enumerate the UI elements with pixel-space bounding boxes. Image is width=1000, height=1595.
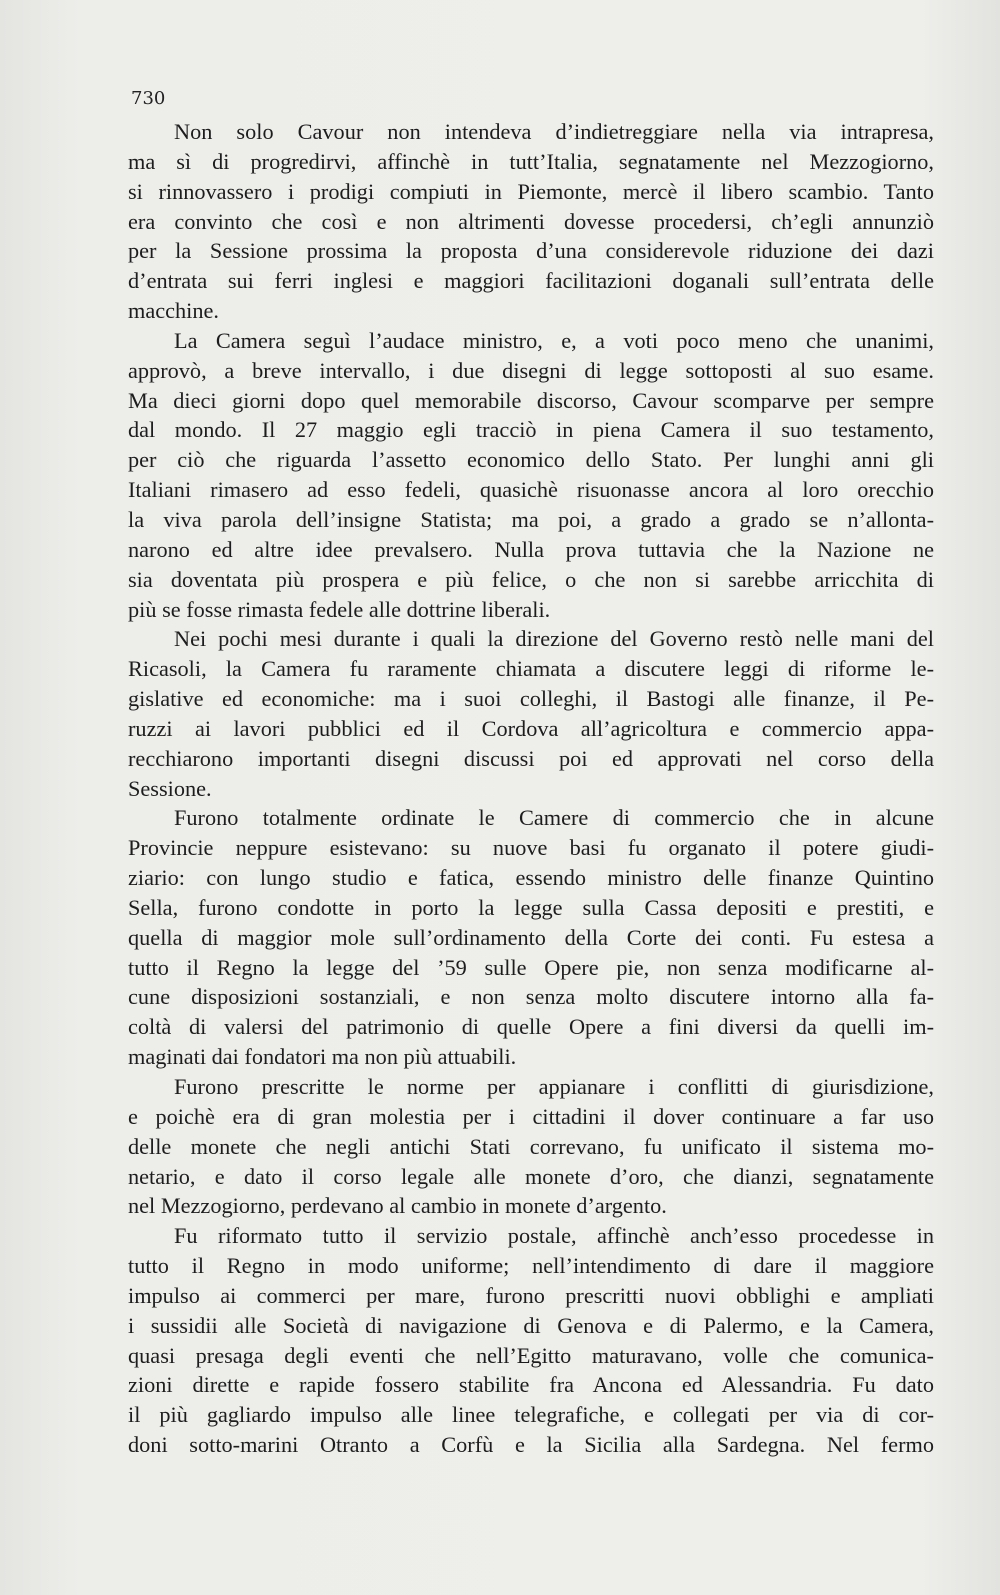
- text-line: e poichè era di gran molestia per i cittadini il dover continuare a far uso: [128, 1103, 934, 1129]
- paragraph: [128, 624, 934, 803]
- paragraph: [128, 117, 934, 326]
- text-line: quella di maggior mole sull’ordinamento della Corte dei conti. Fu estesa a: [128, 924, 934, 950]
- page-number: 730: [131, 88, 166, 109]
- text-line: Sessione.: [128, 775, 212, 801]
- text-line: cune disposizioni sostanziali, e non senza molto discutere intorno alla fa-: [128, 984, 934, 1010]
- text-line: più se fosse rimasta fedele alle dottrine liberali.: [128, 596, 551, 622]
- paragraph: [128, 1221, 934, 1460]
- text-line: zioni dirette e rapide fossero stabilite fra Ancona ed Alessandria. Fu dato: [128, 1372, 934, 1398]
- text-line: i sussidii alle Società di navigazione di Genova e di Palermo, e la Camera,: [128, 1312, 934, 1338]
- text-line: il più gagliardo impulso alle linee telegrafiche, e collegati per via di cor-: [128, 1402, 934, 1428]
- text-line: tutto il Regno la legge del ’59 sulle Opere pie, non senza modificarne al-: [128, 954, 934, 980]
- text-line: Furono totalmente ordinate le Camere di commercio che in alcune: [174, 805, 934, 831]
- text-line: approvò, a breve intervallo, i due disegni di legge sottoposti al suo esame.: [128, 357, 934, 383]
- text-line: narono ed altre idee prevalsero. Nulla prova tuttavia che la Nazione ne: [128, 536, 934, 562]
- text-line: macchine.: [128, 298, 219, 324]
- paragraph: [128, 326, 934, 624]
- text-line: Non solo Cavour non intendeva d’indietreggiare nella via intrapresa,: [174, 119, 934, 144]
- text-line: ziario: con lungo studio e fatica, essendo ministro delle finanze Quintino: [128, 865, 934, 891]
- text-line: nel Mezzogiorno, perdevano al cambio in monete d’argento.: [128, 1193, 667, 1219]
- text-line: netario, e dato il corso legale alle monete d’oro, che dianzi, segnatamente: [128, 1163, 934, 1189]
- text-line: Furono prescritte le norme per appianare i conflitti di giurisdizione,: [174, 1074, 934, 1099]
- text-line: sia doventata più prospera e più felice, o che non si sarebbe arricchita di: [128, 566, 934, 592]
- text-line: quasi presaga degli eventi che nell’Egitto maturavano, volle che comunica-: [128, 1342, 934, 1368]
- text-line: ma sì di progredirvi, affinchè in tutt’Italia, segnatamente nel Mezzogiorno,: [128, 148, 934, 174]
- text-line: Sella, furono condotte in porto la legge sulla Cassa depositi e prestiti, e: [128, 894, 934, 920]
- text-line: tutto il Regno in modo uniforme; nell’intendimento di dare il maggiore: [128, 1253, 934, 1279]
- text-line: Fu riformato tutto il servizio postale, affinchè anch’esso procedesse in: [174, 1223, 934, 1249]
- text-line: La Camera seguì l’audace ministro, e, a voti poco meno che unanimi,: [174, 327, 934, 353]
- text-line: era convinto che così e non altrimenti dovesse procedersi, ch’egli annunziò: [128, 208, 934, 234]
- text-line: per ciò che riguarda l’assetto economico dello Stato. Per lunghi anni gli: [128, 447, 934, 473]
- text-line: Nei pochi mesi durante i quali la direzione del Governo restò nelle mani del: [174, 626, 934, 652]
- text-line: coltà di valersi del patrimonio di quelle Opere a fini diversi da quelli im-: [128, 1014, 934, 1040]
- text-line: Italiani rimasero ad esso fedeli, quasichè risuonasse ancora al loro orecchio: [128, 477, 934, 503]
- paragraph: [128, 803, 934, 1072]
- text-line: recchiarono importanti disegni discussi poi ed approvati nel corso della: [128, 745, 934, 771]
- text-line: doni sotto-marini Otranto a Corfù e la Sicilia alla Sardegna. Nel fermo: [128, 1432, 934, 1458]
- text-line: Ma dieci giorni dopo quel memorabile discorso, Cavour scomparve per sempre: [128, 387, 934, 413]
- text-line: impulso ai commerci per mare, furono prescritti nuovi obblighi e ampliati: [128, 1282, 934, 1308]
- paragraph: [128, 1072, 934, 1221]
- text-line: dal mondo. Il 27 maggio egli tracciò in piena Camera il suo testamento,: [128, 417, 934, 443]
- text-line: Ricasoli, la Camera fu raramente chiamata a discutere leggi di riforme le-: [128, 656, 934, 682]
- text-line: delle monete che negli antichi Stati correvano, fu unificato il sistema mo-: [128, 1133, 934, 1159]
- text-line: Provincie neppure esistevano: su nuove basi fu organato il potere giudi-: [128, 835, 934, 861]
- text-line: maginati dai fondatori ma non più attuabili.: [128, 1044, 517, 1070]
- text-line: gislative ed economiche: ma i suoi colleghi, il Bastogi alle finanze, il Pe-: [128, 686, 934, 712]
- text-line: si rinnovassero i prodigi compiuti in Piemonte, mercè il libero scambio. Tanto: [128, 178, 934, 204]
- page-body-text: [128, 117, 934, 1460]
- text-line: d’entrata sui ferri inglesi e maggiori facilitazioni doganali sull’entrata delle: [128, 268, 934, 294]
- text-line: la viva parola dell’insigne Statista; ma poi, a grado a grado se n’allonta-: [128, 506, 934, 532]
- text-line: per la Sessione prossima la proposta d’una considerevole riduzione dei dazi: [128, 238, 934, 264]
- text-line: ruzzi ai lavori pubblici ed il Cordova all’agricoltura e commercio appa-: [128, 715, 934, 741]
